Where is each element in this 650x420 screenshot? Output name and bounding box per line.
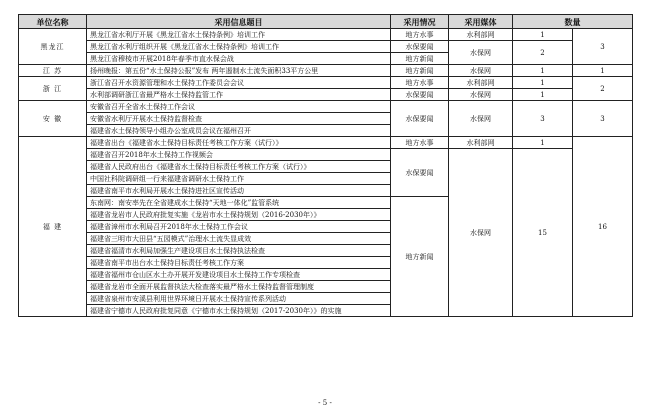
- usage-cell: 地方新闻: [391, 53, 449, 65]
- unit-cell-heilongjiang: 黑龙江: [19, 29, 87, 65]
- media-cell: 水保网: [449, 89, 513, 101]
- title-cell: 黑龙江省水利厅组织开展《黑龙江省水土保持条例》培训工作: [87, 41, 391, 53]
- count-cell: 1: [513, 29, 573, 41]
- count-cell: 3: [513, 101, 573, 137]
- total-cell-fujian: 16: [573, 137, 633, 317]
- title-cell: 福建省龙岩市人民政府批复实施《龙岩市水土保持规划（2016-2030年）》: [87, 209, 391, 221]
- usage-cell: 地方水事: [391, 137, 449, 149]
- usage-cell: 水保要闻: [391, 101, 449, 137]
- title-cell: 福建省南平市水利局开展水土保持进社区宣传活动: [87, 185, 391, 197]
- usage-cell: 地方水事: [391, 77, 449, 89]
- media-cell: 水利部网: [449, 137, 513, 149]
- title-cell: 福建省福州市仓山区水土办开展开发建设项目水土保持工作专项检查: [87, 269, 391, 281]
- table-row: [19, 101, 633, 113]
- title-cell: 安徽省水利厅开展水土保持监督检查: [87, 113, 391, 125]
- unit-cell-zhejiang: 浙 江: [19, 77, 87, 101]
- table-row: [19, 41, 633, 53]
- total-cell-jiangsu: 1: [573, 65, 633, 77]
- usage-cell: 水保要闻: [391, 149, 449, 197]
- unit-cell-jiangsu: 江 苏: [19, 65, 87, 77]
- title-cell: 水利部调研浙江省最严格水土保持监管工作: [87, 89, 391, 101]
- title-cell: 黑龙江省穆棱市开展2018年春季市直水保会战: [87, 53, 391, 65]
- title-cell: 福建省南平市出台水土保持目标责任考核工作方案: [87, 257, 391, 269]
- title-cell: 福建省人民政府出台《福建省水土保持目标责任考核工作方案（试行）》: [87, 161, 391, 173]
- title-cell: 福建省漳州市水利局召开2018年水土保持工作会议: [87, 221, 391, 233]
- title-cell: 扬州晚报：第五份“水土保持公报”发布 两年遏制水土流失面积33平方公里: [87, 65, 391, 77]
- total-cell-zhejiang: 2: [573, 77, 633, 101]
- title-cell: 福建省福清市水利局加强生产建设项目水土保持执法检查: [87, 245, 391, 257]
- table-row: [19, 89, 633, 101]
- title-cell: 浙江省召开水资源管理和水土保持工作委员会会议: [87, 77, 391, 89]
- media-cell: 水保网: [449, 41, 513, 65]
- count-cell: 2: [513, 41, 573, 65]
- count-cell: 15: [513, 149, 573, 317]
- header-count: 数量: [513, 15, 633, 29]
- media-cell: 水利部网: [449, 29, 513, 41]
- unit-cell-fujian: 福 建: [19, 137, 87, 317]
- table-row: [19, 77, 633, 89]
- media-cell: 水保网: [449, 149, 513, 317]
- usage-cell: 地方新闻: [391, 65, 449, 77]
- page-number: - 5 -: [318, 399, 332, 407]
- count-cell: 1: [513, 77, 573, 89]
- title-cell: 福建省三明市大田县“五园模式”治理水土流失显成效: [87, 233, 391, 245]
- info-usage-table: [18, 14, 633, 317]
- media-cell: 水利部网: [449, 77, 513, 89]
- title-cell: 福建省水土保持领导小组办公室成员会议在福州召开: [87, 125, 391, 137]
- table-row: [19, 137, 633, 149]
- table-row: [19, 29, 633, 41]
- header-title: 采用信息题目: [87, 15, 391, 29]
- usage-cell: 水保要闻: [391, 89, 449, 101]
- media-cell: 水保网: [449, 65, 513, 77]
- usage-cell: 水保要闻: [391, 41, 449, 53]
- header-usage: 采用情况: [391, 15, 449, 29]
- table-header-row: [19, 15, 633, 29]
- media-cell: 水保网: [449, 101, 513, 137]
- header-unit: 单位名称: [19, 15, 87, 29]
- header-media: 采用媒体: [449, 15, 513, 29]
- usage-cell: 地方水事: [391, 29, 449, 41]
- total-cell-heilongjiang: 3: [573, 29, 633, 65]
- total-cell-anhui: 3: [573, 101, 633, 137]
- title-cell: 福建省召开2018年水土保持工作视频会: [87, 149, 391, 161]
- title-cell: 福建省宁德市人民政府批复同意《宁德市水土保持规划（2017-2030年）》的实施: [87, 305, 391, 317]
- title-cell: 福建省龙岩市全面开展监督执法大检查落实最严格水土保持监督管理制度: [87, 281, 391, 293]
- title-cell: 福建省出台《福建省水土保持目标责任考核工作方案（试行）》: [87, 137, 391, 149]
- count-cell: 1: [513, 137, 573, 149]
- count-cell: 1: [513, 89, 573, 101]
- table-row: [19, 65, 633, 77]
- unit-cell-anhui: 安 徽: [19, 101, 87, 137]
- usage-cell: 地方新闻: [391, 197, 449, 317]
- title-cell: 东南网：南安率先在全省建成水土保持“天地一体化”监管系统: [87, 197, 391, 209]
- title-cell: 福建省泉州市安溪县利用世界环境日开展水土保持宣传系列活动: [87, 293, 391, 305]
- table-row: [19, 149, 633, 161]
- title-cell: 安徽省召开全省水土保持工作会议: [87, 101, 391, 113]
- title-cell: 中国社科院调研组一行来福建省调研水土保持工作: [87, 173, 391, 185]
- count-cell: 1: [513, 65, 573, 77]
- title-cell: 黑龙江省水利厅开展《黑龙江省水土保持条例》培训工作: [87, 29, 391, 41]
